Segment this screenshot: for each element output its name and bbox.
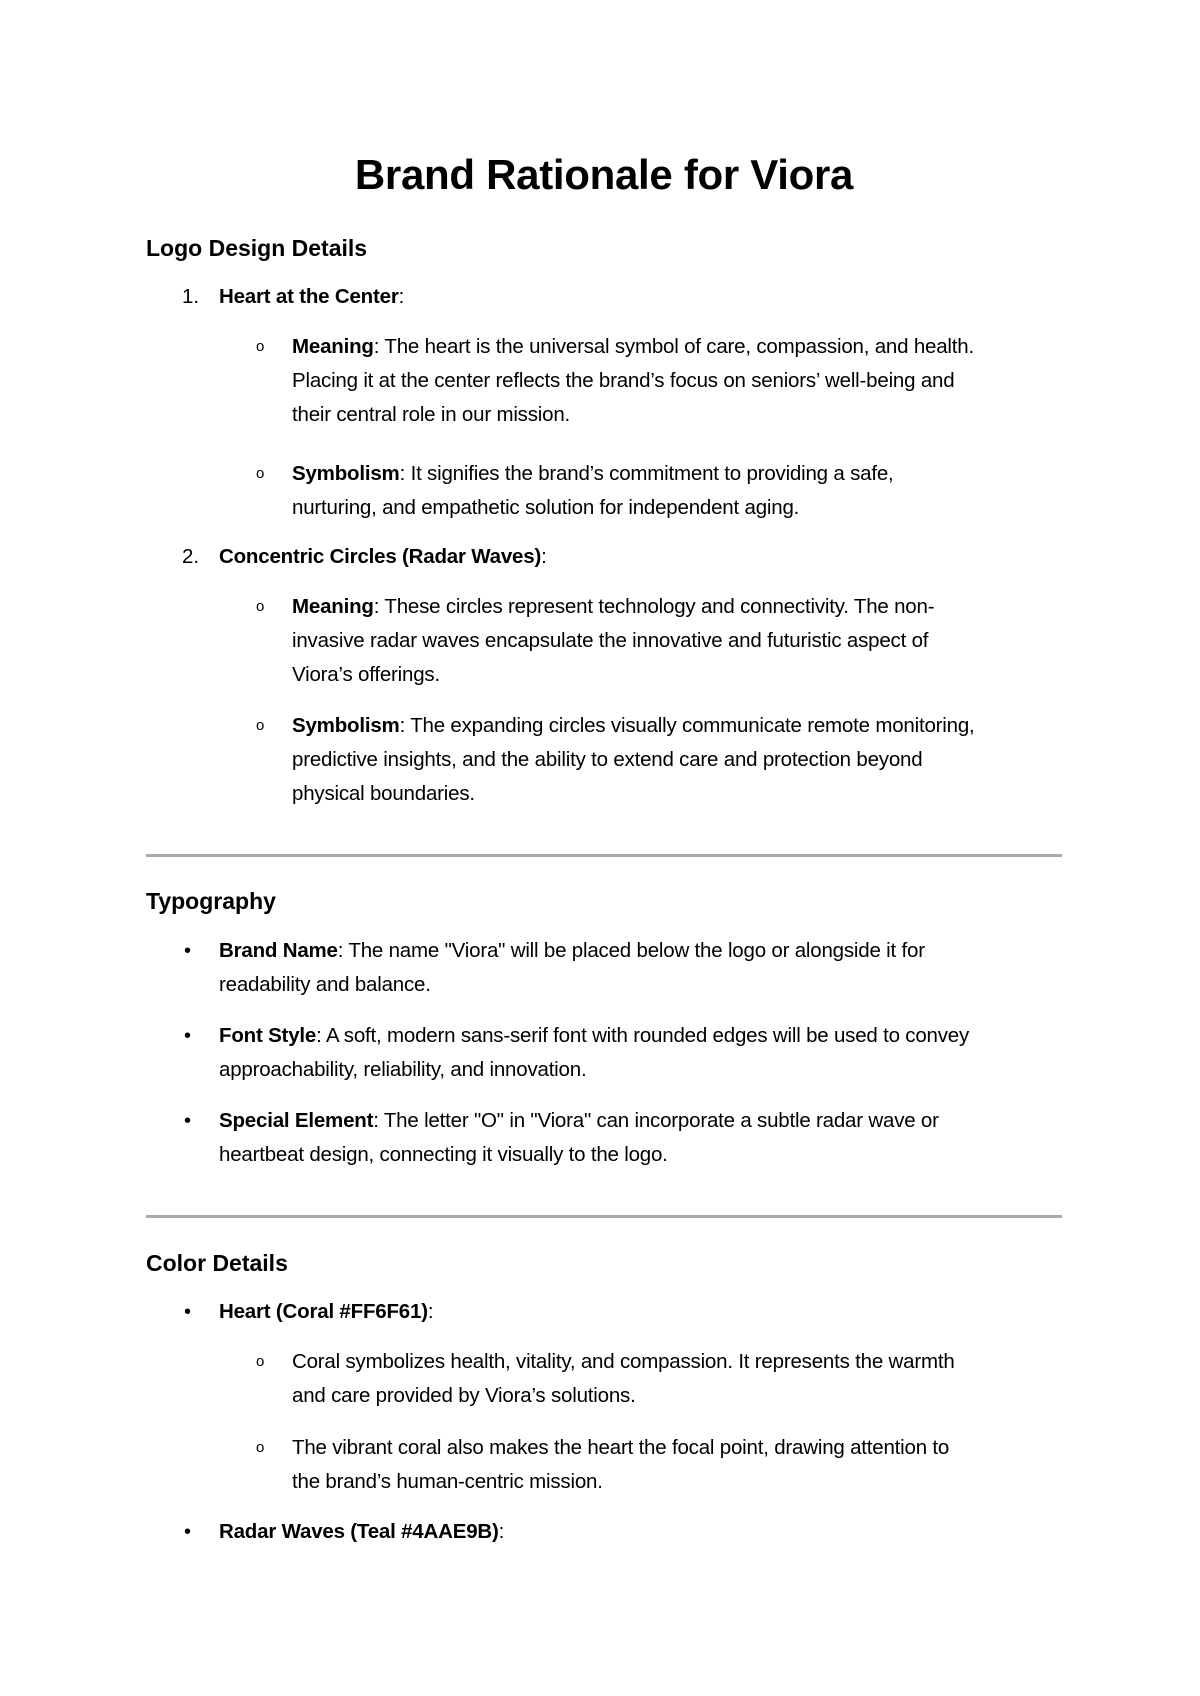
item-colon: :	[373, 335, 380, 358]
item-text: These circles represent technology and connectivity. The non-	[379, 595, 935, 618]
item-label: Symbolism	[292, 714, 400, 737]
item-colon: :	[337, 939, 344, 962]
section-divider	[146, 1215, 1062, 1218]
item-label: Heart (Coral #FF6F61)	[219, 1300, 428, 1323]
item-label: Concentric Circles (Radar Waves)	[219, 545, 542, 568]
sub-item-meaning-2	[292, 593, 934, 621]
item-colon: :	[427, 1300, 434, 1323]
item-label: Radar Waves (Teal #4AAE9B)	[219, 1520, 499, 1543]
item-text: The expanding circles visually communicate remote monitoring,	[405, 714, 975, 737]
sub-item-symbolism-1	[292, 460, 894, 488]
item-label: Brand Name	[219, 939, 338, 962]
item-text-line: heartbeat design, connecting it visually to the logo.	[219, 1143, 668, 1166]
item-label: Font Style	[219, 1024, 317, 1047]
item-colon: :	[541, 545, 547, 568]
sub-item-meaning-1	[292, 333, 974, 361]
item-text: The letter "O" in "Viora" can incorporate a subtle radar wave or	[378, 1109, 939, 1132]
item-colon: :	[373, 595, 380, 618]
list-number: 1.	[182, 285, 200, 308]
item-label: Meaning	[292, 335, 374, 358]
bullet-marker: •	[184, 1521, 192, 1543]
item-text-line: approachability, reliability, and innovation.	[219, 1058, 587, 1081]
item-text-line: Viora’s offerings.	[292, 663, 440, 686]
item-colon: :	[398, 285, 405, 308]
item-text-line: invasive radar waves encapsulate the innovative and futuristic aspect of	[292, 629, 929, 652]
item-colon: :	[498, 1520, 505, 1543]
bullet-marker: •	[184, 1025, 192, 1047]
item-label: Symbolism	[292, 462, 400, 485]
item-text-line: and care provided by Viora’s solutions.	[292, 1384, 636, 1407]
sub-marker: o	[256, 598, 265, 615]
list-item-concentric	[219, 543, 547, 571]
list-item-font-style	[219, 1022, 969, 1050]
item-text-line: readability and balance.	[219, 973, 431, 996]
sub-marker: o	[256, 1439, 265, 1456]
sub-marker: o	[256, 465, 265, 482]
item-label: Meaning	[292, 595, 374, 618]
item-text-line: predictive insights, and the ability to extend care and protection beyond	[292, 748, 923, 771]
sub-marker: o	[256, 717, 265, 734]
list-number: 2.	[182, 545, 200, 568]
list-item-heart-coral	[219, 1298, 433, 1326]
sub-marker: o	[256, 338, 265, 355]
item-text-line: the brand’s human-centric mission.	[292, 1470, 603, 1493]
bullet-marker: •	[184, 1301, 192, 1323]
item-colon: :	[399, 714, 406, 737]
list-item-brand-name	[219, 937, 925, 965]
sub-item-symbolism-2	[292, 712, 975, 740]
item-text: The name "Viora" will be placed below the logo or alongside it for	[343, 939, 925, 962]
item-text: A soft, modern sans-serif font with rounded edges will be used to convey	[321, 1024, 970, 1047]
item-text-line: Placing it at the center reflects the brand’s focus on seniors’ well-being and	[292, 369, 955, 392]
item-text: It signifies the brand’s commitment to providing a safe,	[405, 462, 894, 485]
item-text-line: The vibrant coral also makes the heart the focal point, drawing attention to	[292, 1436, 950, 1459]
item-text-line: Coral symbolizes health, vitality, and compassion. It represents the warmth	[292, 1350, 955, 1373]
list-item-radar-teal	[219, 1518, 504, 1546]
color-section-heading: Color Details	[146, 1250, 288, 1276]
item-text-line: physical boundaries.	[292, 782, 475, 805]
list-item-heart	[219, 283, 404, 311]
page-title: Brand Rationale for Viora	[354, 151, 854, 198]
item-label: Heart at the Center	[219, 285, 399, 308]
item-text-line: their central role in our mission.	[292, 403, 571, 426]
item-text-line: nurturing, and empathetic solution for independent aging.	[292, 496, 800, 519]
typography-section-heading: Typography	[146, 888, 276, 914]
bullet-marker: •	[184, 1110, 192, 1132]
item-colon: :	[316, 1024, 322, 1047]
sub-marker: o	[256, 1353, 265, 1370]
section-divider	[146, 854, 1062, 857]
list-item-special-element	[219, 1107, 939, 1135]
logo-section-heading: Logo Design Details	[146, 235, 368, 261]
bullet-marker: •	[184, 940, 192, 962]
item-colon: :	[399, 462, 406, 485]
item-colon: :	[373, 1109, 379, 1132]
item-label: Special Element	[219, 1109, 374, 1132]
item-text: The heart is the universal symbol of care, compassion, and health.	[379, 335, 974, 358]
